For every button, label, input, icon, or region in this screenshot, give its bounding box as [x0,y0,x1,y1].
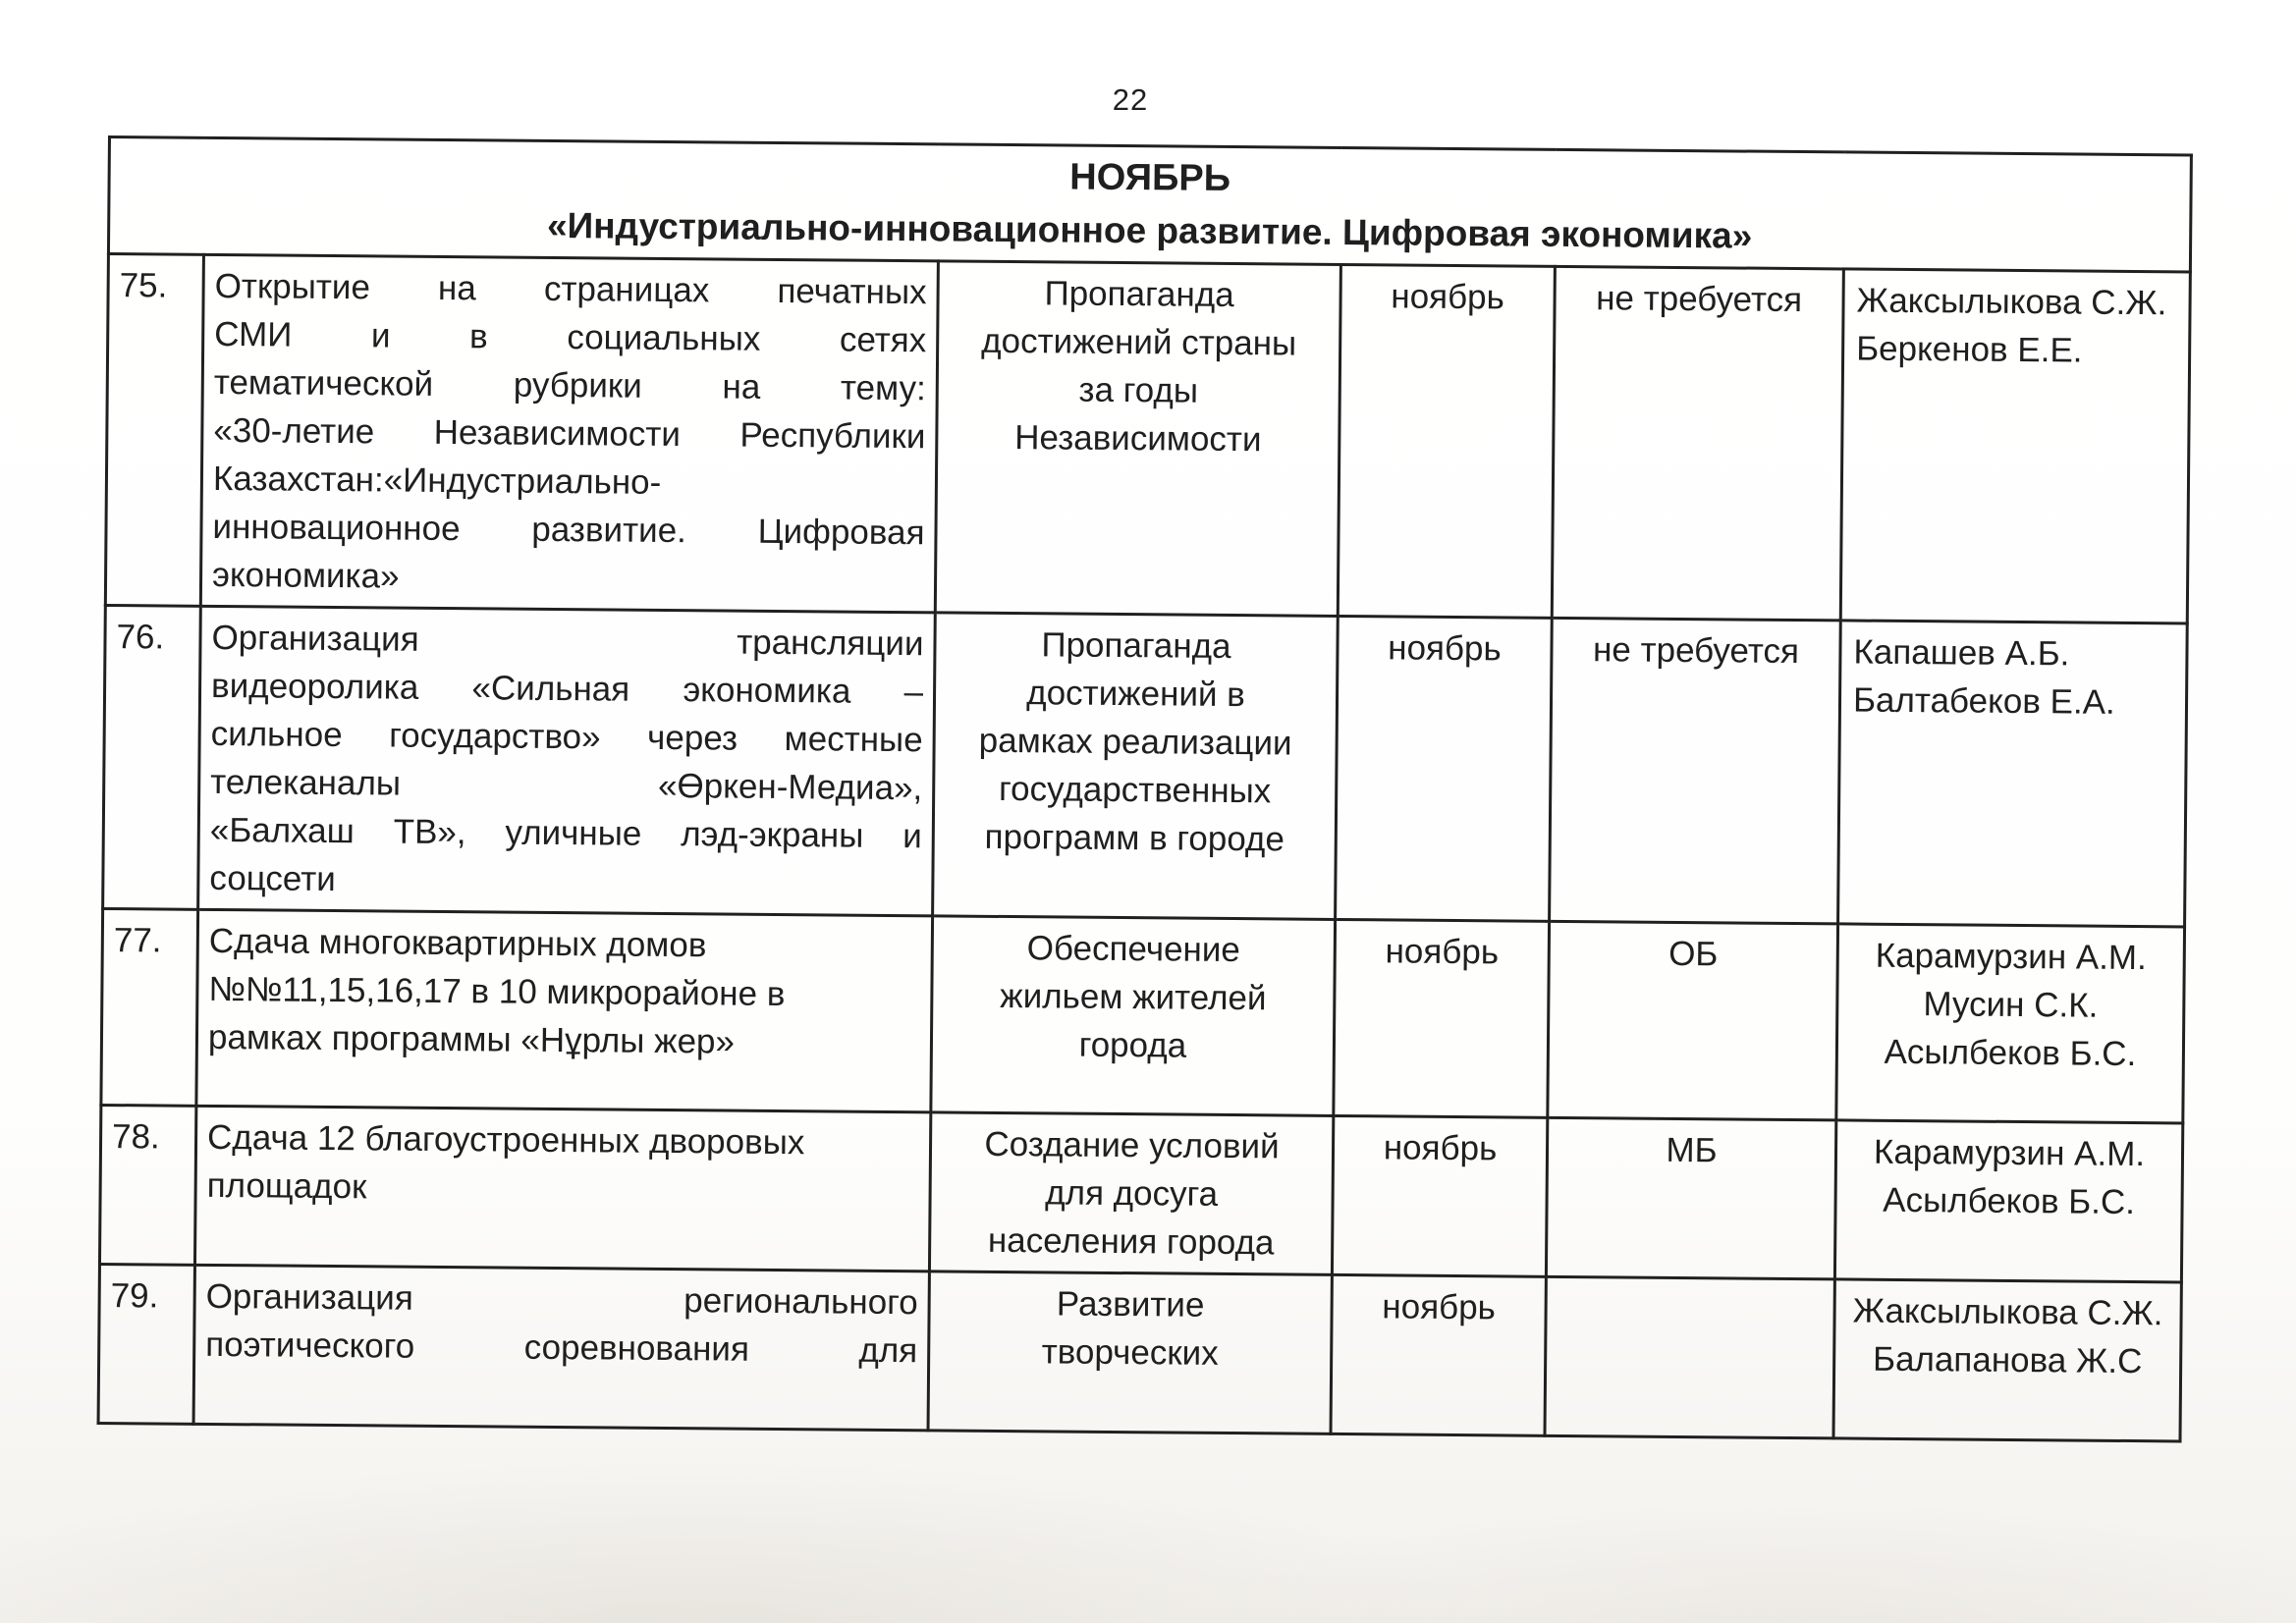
activity-cell: Организация регионального поэтического соревнования для [193,1265,929,1431]
purpose-cell: Пропаганда достижений в рамках реализации государственных программ в городе [933,613,1339,920]
table-header-cell [108,137,2191,272]
table-theme-title: «Индустриально-инновационное развитие. Цифровая экономика» [546,204,1753,256]
table-row [103,605,2188,926]
purpose-cell: Обеспечение жильем жителей города [931,916,1336,1116]
funding-cell: не требуется [1550,618,1841,924]
activity-cell: Открытие на страницах печатных СМИ и в социальных сетях тематической рубрики на тему: «30-летие Независимости Республики Казахстан:«Индустриально- инновационное развитие. Цифровая экономика» [200,254,938,613]
responsible-cell: Карамурзин А.М. Асылбеков Б.С. [1834,1120,2182,1282]
table-row [98,1264,2181,1440]
row-number-cell: 76. [103,605,201,909]
funding-cell: не требуется [1552,266,1843,621]
month-cell: ноябрь [1332,1115,1547,1276]
row-number-cell: 78. [99,1105,195,1265]
table-row [101,908,2185,1122]
page-number: 22 [1112,82,1149,117]
month-cell: ноябрь [1336,616,1553,921]
month-cell: ноябрь [1331,1274,1546,1435]
month-cell: ноябрь [1338,264,1555,618]
funding-cell [1545,1276,1834,1438]
row-number-cell: 75. [105,254,203,607]
table-header-row [108,137,2191,272]
responsible-cell: Жаксылыкова С.Ж. Беркенов Е.Е. [1840,269,2190,623]
funding-cell: ОБ [1548,921,1838,1120]
month-cell: ноябрь [1334,919,1550,1117]
table-row [105,254,2190,623]
purpose-cell: Создание условий для досуга населения города [929,1112,1333,1275]
purpose-cell: Пропаганда достижений страны за годы Независимости [935,261,1340,617]
table-row [99,1105,2182,1281]
row-number-cell: 77. [101,908,198,1106]
activity-cell: Сдача многоквартирных домов №№11,15,16,17 в 10 микрорайоне в рамках программы «Нұрлы жер» [196,909,933,1112]
responsible-cell: Капашев А.Б. Балтабеков Е.А. [1838,621,2188,927]
table-month-title: НОЯБРЬ [1069,156,1231,199]
activity-cell: Сдача 12 благоустроенных дворовых площадок [194,1106,930,1271]
activity-cell: Организация трансляции видеоролика «Сильная экономика – сильное государство» через местные телеканалы «Өркен-Медиа», «Балхаш ТВ», уличные лэд-экраны и соцсети [198,606,936,916]
purpose-cell: Развитие творческих [928,1271,1332,1434]
monthly-plan-table [97,135,2193,1442]
funding-cell: МБ [1546,1117,1835,1279]
responsible-cell: Карамурзин А.М. Мусин С.К. Асылбеков Б.С. [1836,924,2185,1123]
responsible-cell: Жаксылыкова С.Ж. Балапанова Ж.С [1833,1279,2181,1441]
row-number-cell: 79. [98,1264,194,1424]
